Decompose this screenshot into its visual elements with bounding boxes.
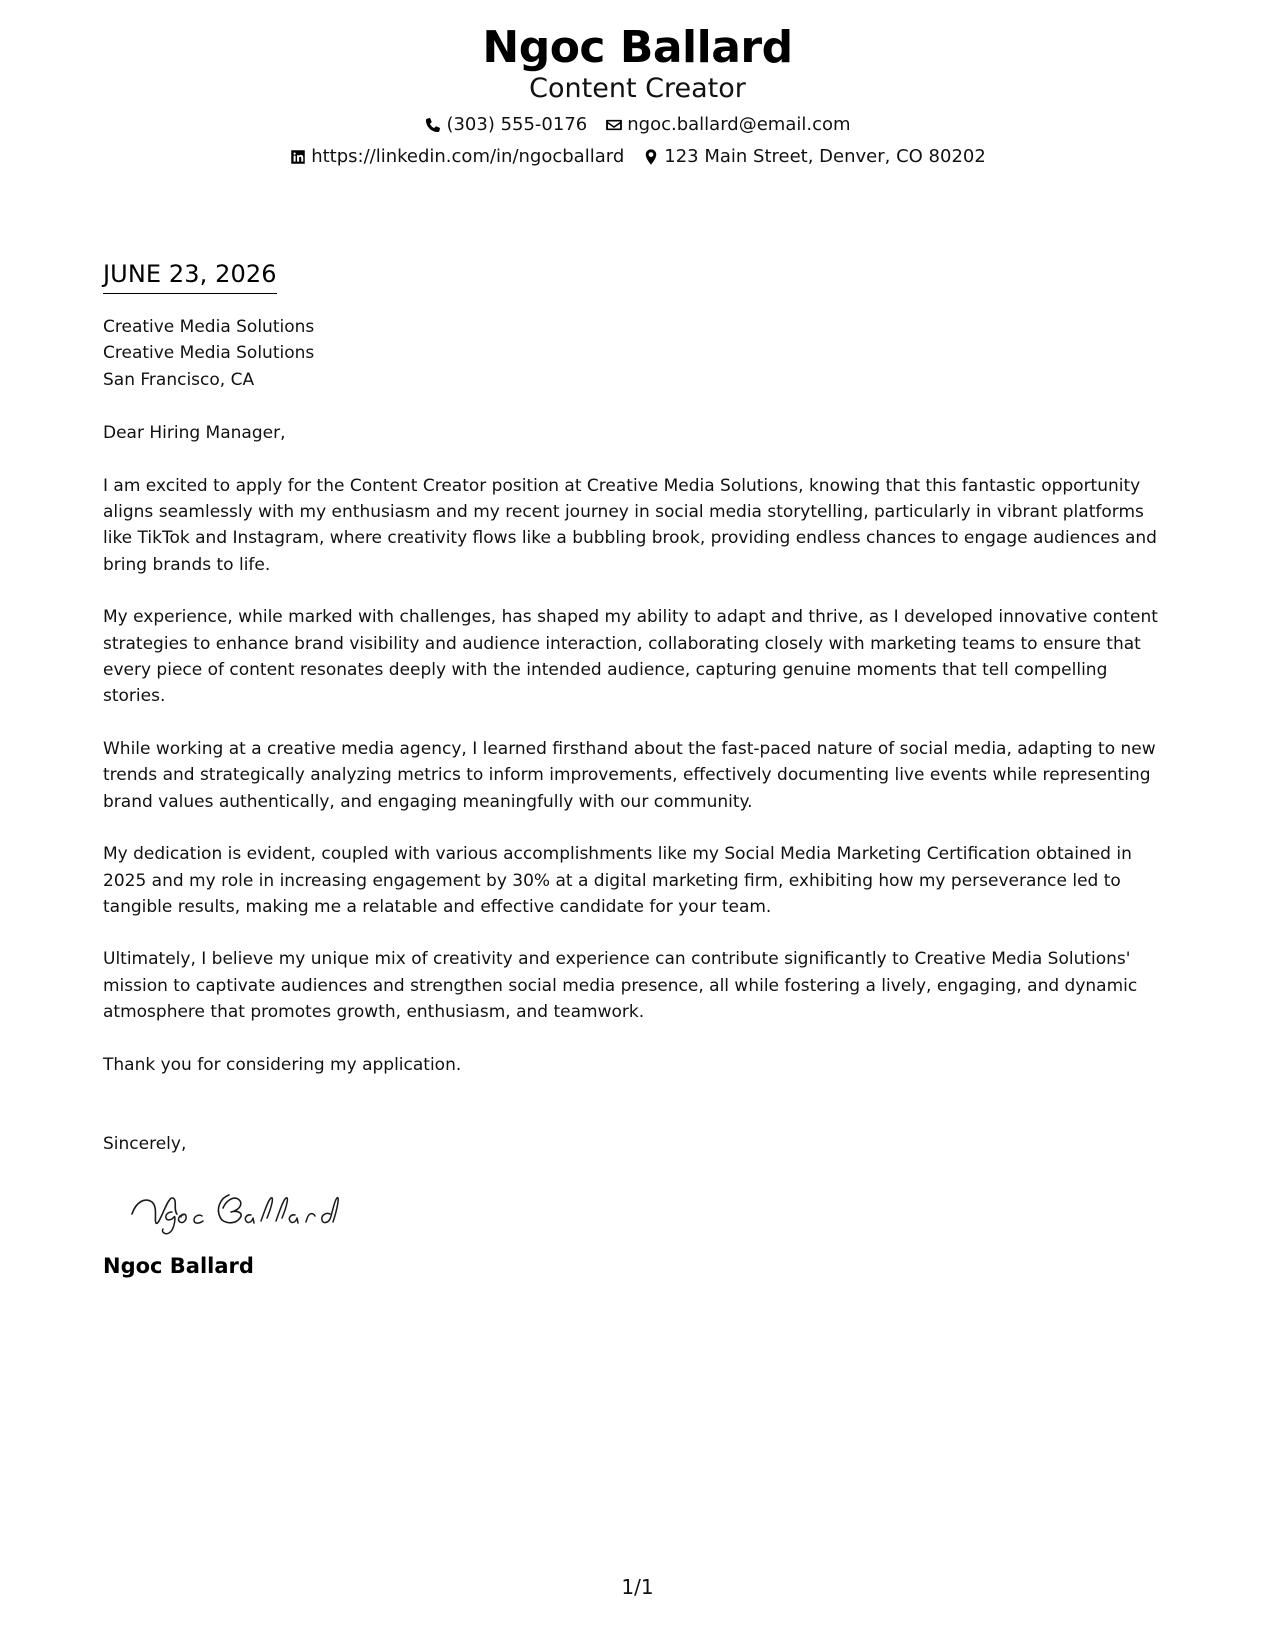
phone-icon (424, 116, 442, 134)
address-contact (642, 145, 986, 169)
body-paragraph-2: My experience, while marked with challenges, has shaped my ability to adapt and thrive, as I developed innovative content strategies to enhance brand visibility and audience interaction, collaborating closely with marketing teams to ensure that every piece of content resonates deeply with the intended audience, capturing genuine moments that tell compelling stories. (103, 607, 1158, 707)
envelope-icon (605, 116, 623, 134)
linkedin-icon (289, 148, 307, 166)
thank-you-line: Thank you for considering my application. (103, 1054, 462, 1075)
body-paragraph-5: Ultimately, I believe my unique mix of creativity and experience can contribute significantly to Creative Media Solutions' mission to captivate audiences and strengthen social media presence, all while fostering a lively, engaging, and dynamic atmosphere that promotes growth, enthusiasm, and teamwork. (103, 949, 1138, 1023)
email-contact[interactable] (605, 113, 850, 137)
salutation: Dear Hiring Manager, (103, 423, 286, 444)
recipient-line: Creative Media Solutions (103, 343, 315, 364)
body-paragraph-4: My dedication is evident, coupled with various accomplishments like my Social Media Marketing Certification obtained in 2025 and my role in increasing engagement by 30% at a digital marketing firm, exhibiting how my perseverance led to tangible results, making me a relatable and effective candidate for your team. (103, 844, 1132, 917)
recipient-block (103, 314, 1173, 393)
map-pin-icon (642, 148, 660, 166)
handwritten-signature (125, 1183, 355, 1235)
page-number: 1/1 (621, 1575, 654, 1599)
typed-signature-name: Ngoc Ballard (103, 1254, 254, 1279)
letter-date: JUNE 23, 2026 (103, 258, 277, 294)
body-paragraph-1: I am excited to apply for the Content Creator position at Creative Media Solutions, knowing that this fantastic opportunity aligns seamlessly with my enthusiasm and my recent journey in social media storytelling, particularly in vibrant platforms like TikTok and Instagram, where creativity flows like a bubbling brook, providing endless chances to engage audiences and bring brands to life. (103, 475, 1157, 575)
letter-header (0, 22, 1275, 169)
phone-number: (303) 555-0176 (446, 114, 588, 135)
closing: Sincerely, (103, 1133, 187, 1154)
linkedin-url[interactable]: https://linkedin.com/in/ngocballard (311, 146, 625, 167)
body-paragraph-3: While working at a creative media agency, I learned firsthand about the fast-paced nature of social media, adapting to new trends and strategically analyzing metrics to inform improvements, effectively documenting live events while representing brand values authentically, and engaging meaningfully with our community. (103, 738, 1156, 812)
email-address[interactable]: ngoc.ballard@email.com (627, 114, 851, 135)
phone-contact (424, 113, 587, 137)
recipient-line: Creative Media Solutions (103, 317, 315, 337)
letter-body (103, 258, 1173, 1280)
contact-line-primary (0, 113, 1275, 137)
applicant-name: Ngoc Ballard (482, 22, 793, 73)
recipient-line: San Francisco, CA (103, 369, 255, 390)
linkedin-contact[interactable] (289, 145, 624, 169)
job-title: Content Creator (529, 73, 746, 104)
contact-line-secondary (0, 145, 1275, 169)
mailing-address: 123 Main Street, Denver, CO 80202 (664, 146, 986, 167)
